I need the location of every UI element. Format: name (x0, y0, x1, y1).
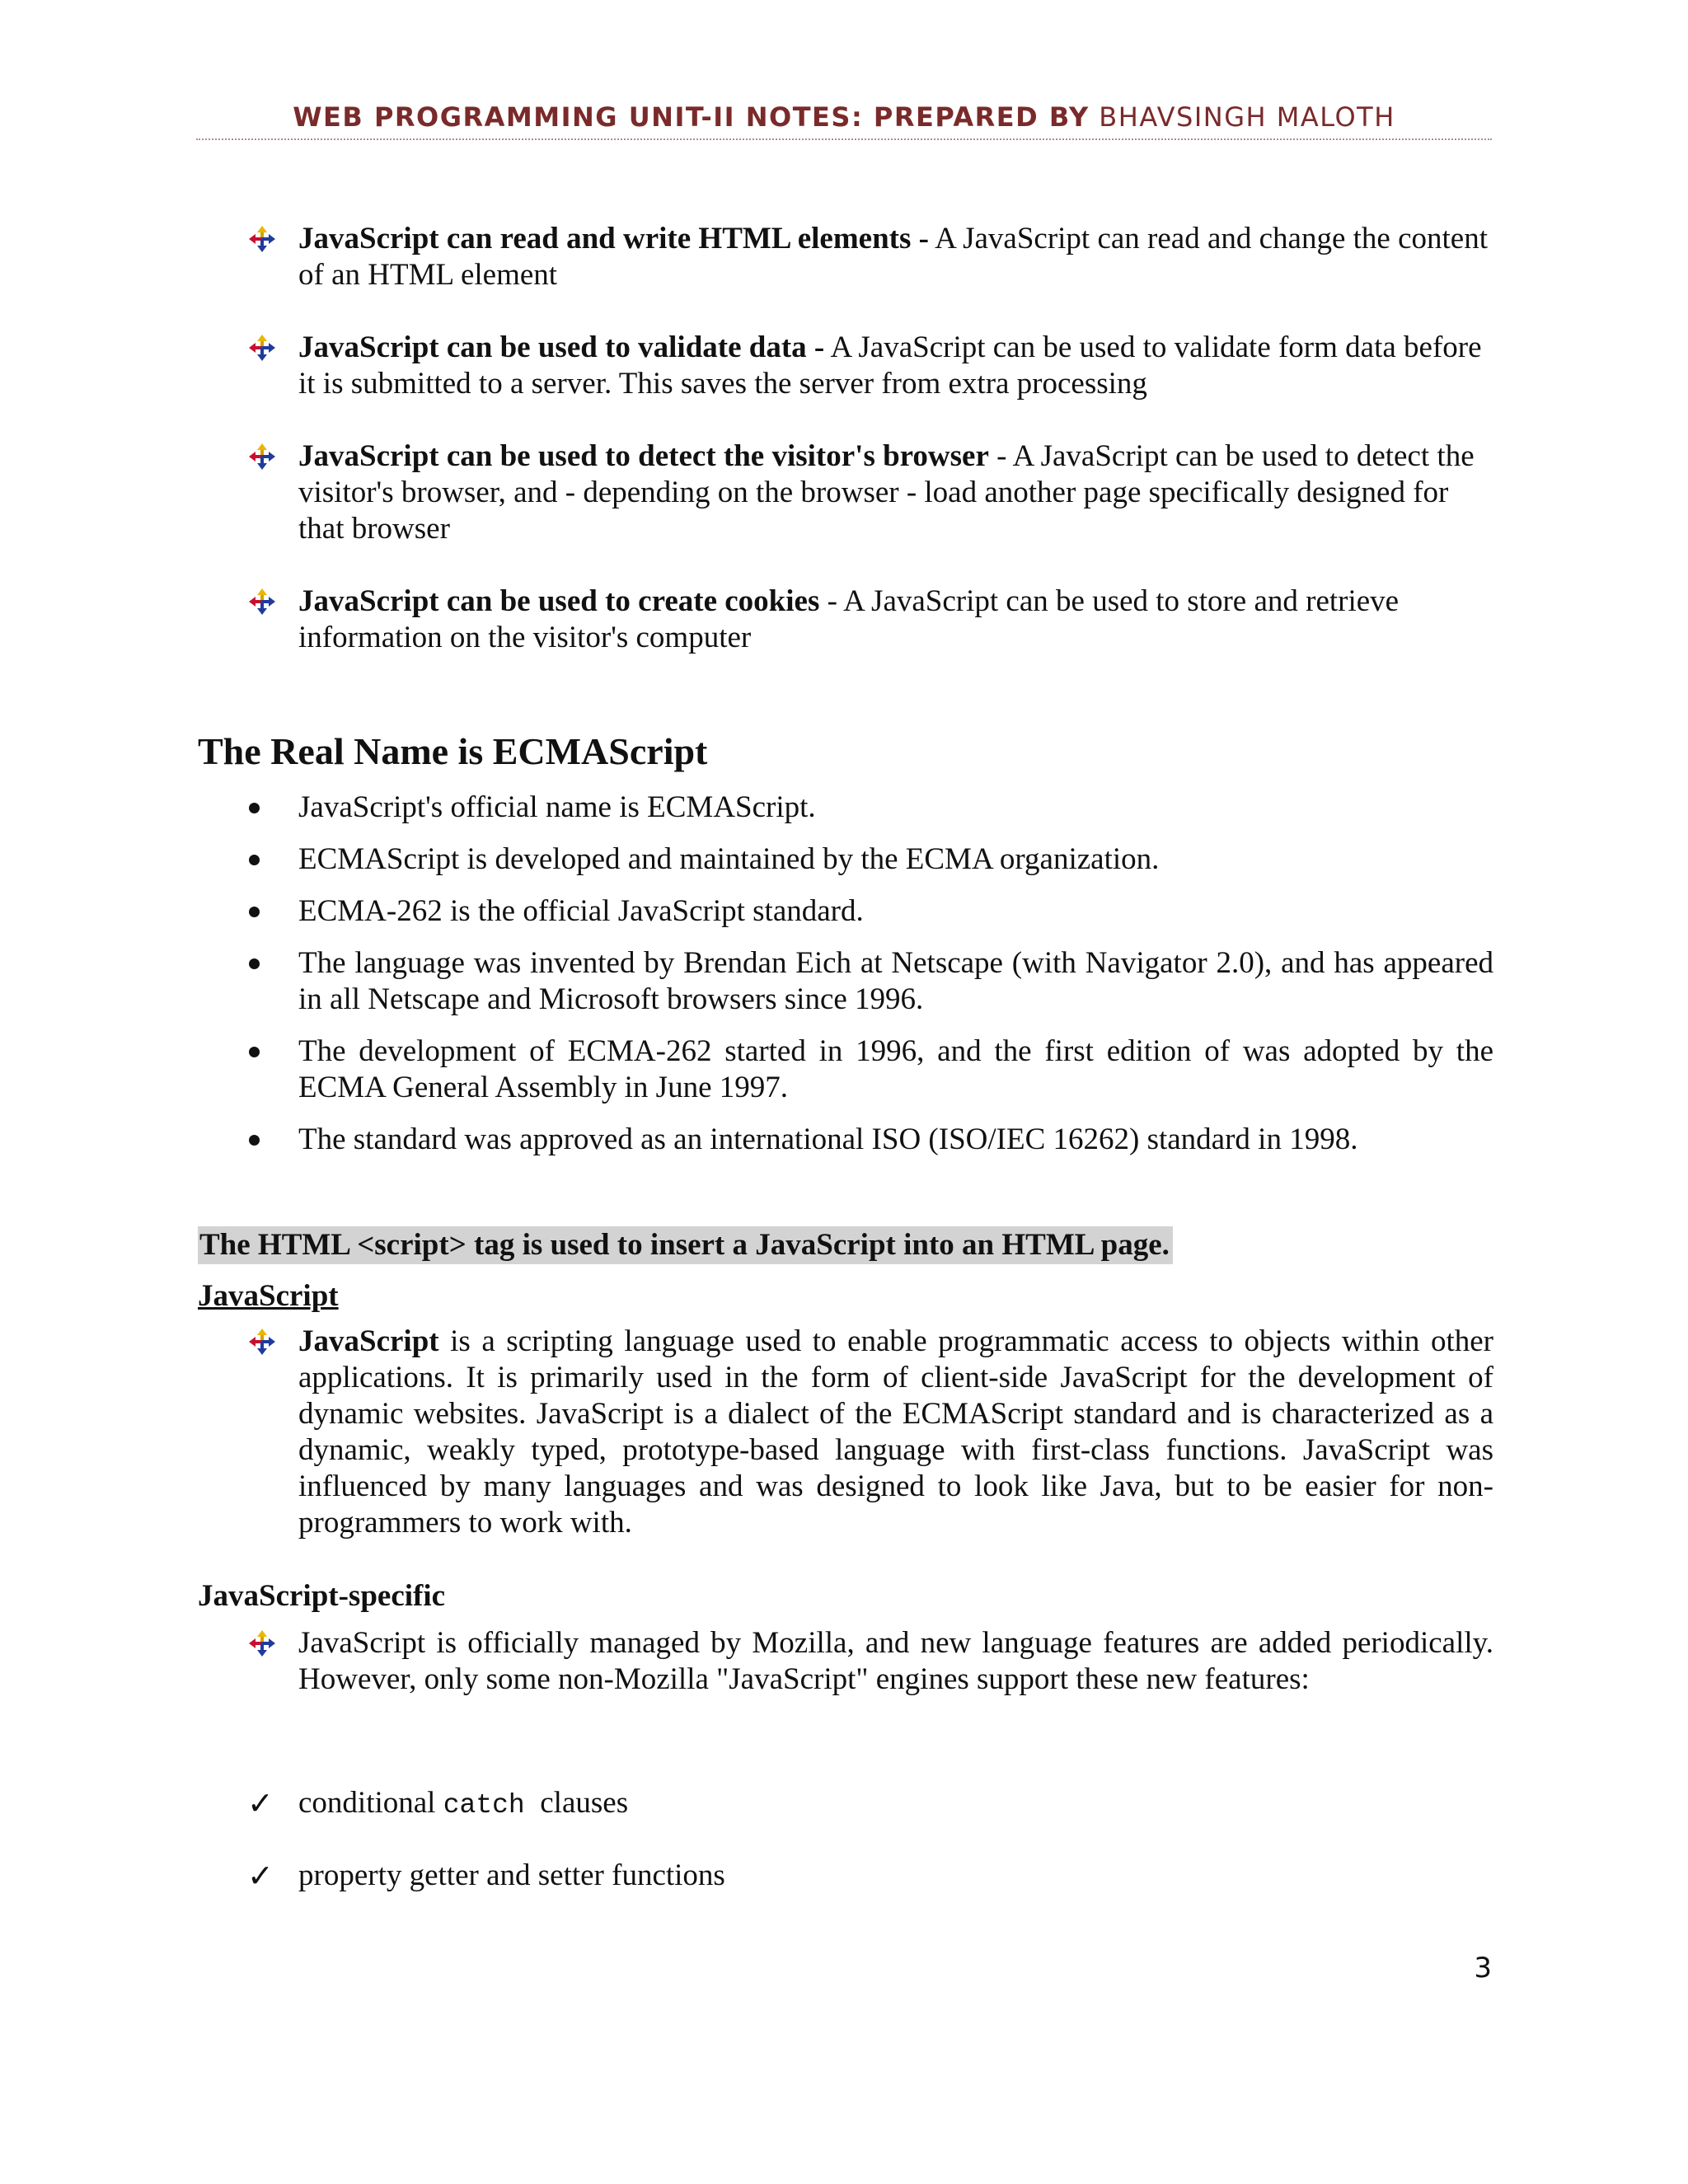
capability-lead: JavaScript can be used to validate data - (298, 330, 825, 364)
bullet-dot (249, 855, 260, 865)
bullet-dot (249, 803, 260, 813)
header-author: BHAVSINGH MALOTH (1099, 101, 1395, 133)
capability-text: - A JavaScript can be used to detect the visitor's browser, and - depending on the browser - load another page specifically designed for that browser (298, 439, 1475, 546)
feature-item (298, 1858, 1493, 1894)
arrow-bullet-icon (247, 587, 277, 616)
page-header (196, 97, 1492, 137)
capability-item (298, 221, 1493, 293)
feature-item (298, 1785, 1493, 1824)
feature-text: clauses (524, 1786, 629, 1820)
ecma-list-item: The language was invented by Brendan Eich at Netscape (with Navigator 2.0), and has appeared in all Netscape and Microsoft browsers since 1996. (298, 946, 1493, 1016)
checkmark-icon: ✓ (247, 1785, 274, 1821)
capability-item (298, 438, 1493, 547)
arrow-bullet-icon (247, 442, 277, 471)
feature-text: conditional (298, 1786, 443, 1820)
section-heading-javascript-specific: JavaScript-specific (198, 1579, 446, 1613)
ecma-list-item: ECMA-262 is the official JavaScript standard. (298, 894, 864, 928)
bullet-dot (249, 958, 260, 969)
checkmark-icon: ✓ (247, 1858, 274, 1894)
capability-item (298, 330, 1493, 402)
capability-lead: JavaScript can be used to create cookies (298, 584, 820, 618)
section-heading-ecmascript: The Real Name is ECMAScript (198, 730, 708, 772)
feature-text: property getter and setter functions (298, 1858, 725, 1892)
capability-text: A JavaScript can be used to validate form data before it is submitted to a server. This saves the server from extra processing (298, 330, 1482, 401)
header-divider (196, 138, 1492, 140)
script-tag-note: The HTML <script> tag is used to insert a JavaScript into an HTML page. (198, 1226, 1173, 1264)
javascript-description (298, 1324, 1493, 1541)
bullet-dot (249, 1047, 260, 1057)
bullet-dot (249, 907, 260, 917)
capability-lead: JavaScript can read and write HTML elements - (298, 222, 929, 255)
page-number: 3 (1474, 1952, 1492, 1985)
javascript-lead: JavaScript (298, 1324, 439, 1358)
arrow-bullet-icon (247, 333, 277, 363)
feature-code: catch (443, 1790, 525, 1821)
capability-text: A JavaScript can read and change the content of an HTML element (298, 222, 1489, 292)
ecma-list-item: JavaScript's official name is ECMAScript. (298, 790, 816, 824)
arrow-bullet-icon (247, 1327, 277, 1357)
javascript-text: is a scripting language used to enable programmatic access to objects within other applications. It is primarily used in the form of client-side JavaScript for the development of dynamic websites. JavaScript is a dialect of the ECMAScript standard and is characterized as a dynamic, weakly typed, prototype-based language with first-class functions. JavaScript was influenced by many languages and was designed to look like Java, but to be easier for non-programmers to work with. (298, 1324, 1493, 1540)
ecma-list-item: ECMAScript is developed and maintained by the ECMA organization. (298, 842, 1160, 876)
section-heading-javascript: JavaScript (198, 1279, 339, 1313)
capability-lead: JavaScript can be used to detect the visitor's browser (298, 439, 989, 473)
arrow-bullet-icon (247, 1629, 277, 1658)
javascript-specific-text: JavaScript is officially managed by Mozilla, and new language features are added periodically. However, only some non-Mozilla "JavaScript" engines support these new features: (298, 1626, 1493, 1696)
ecma-list-item: The development of ECMA-262 started in 1996, and the first edition of was adopted by the ECMA General Assembly in June 1997. (298, 1034, 1493, 1104)
capability-item (298, 583, 1493, 656)
header-title: WEB PROGRAMMING UNIT-II NOTES: PREPARED BY (293, 101, 1090, 133)
arrow-bullet-icon (247, 224, 277, 254)
ecma-list-item: The standard was approved as an international ISO (ISO/IEC 16262) standard in 1998. (298, 1122, 1358, 1156)
capability-text: - A JavaScript can be used to store and retrieve information on the visitor's computer (298, 584, 1400, 654)
bullet-dot (249, 1135, 260, 1146)
